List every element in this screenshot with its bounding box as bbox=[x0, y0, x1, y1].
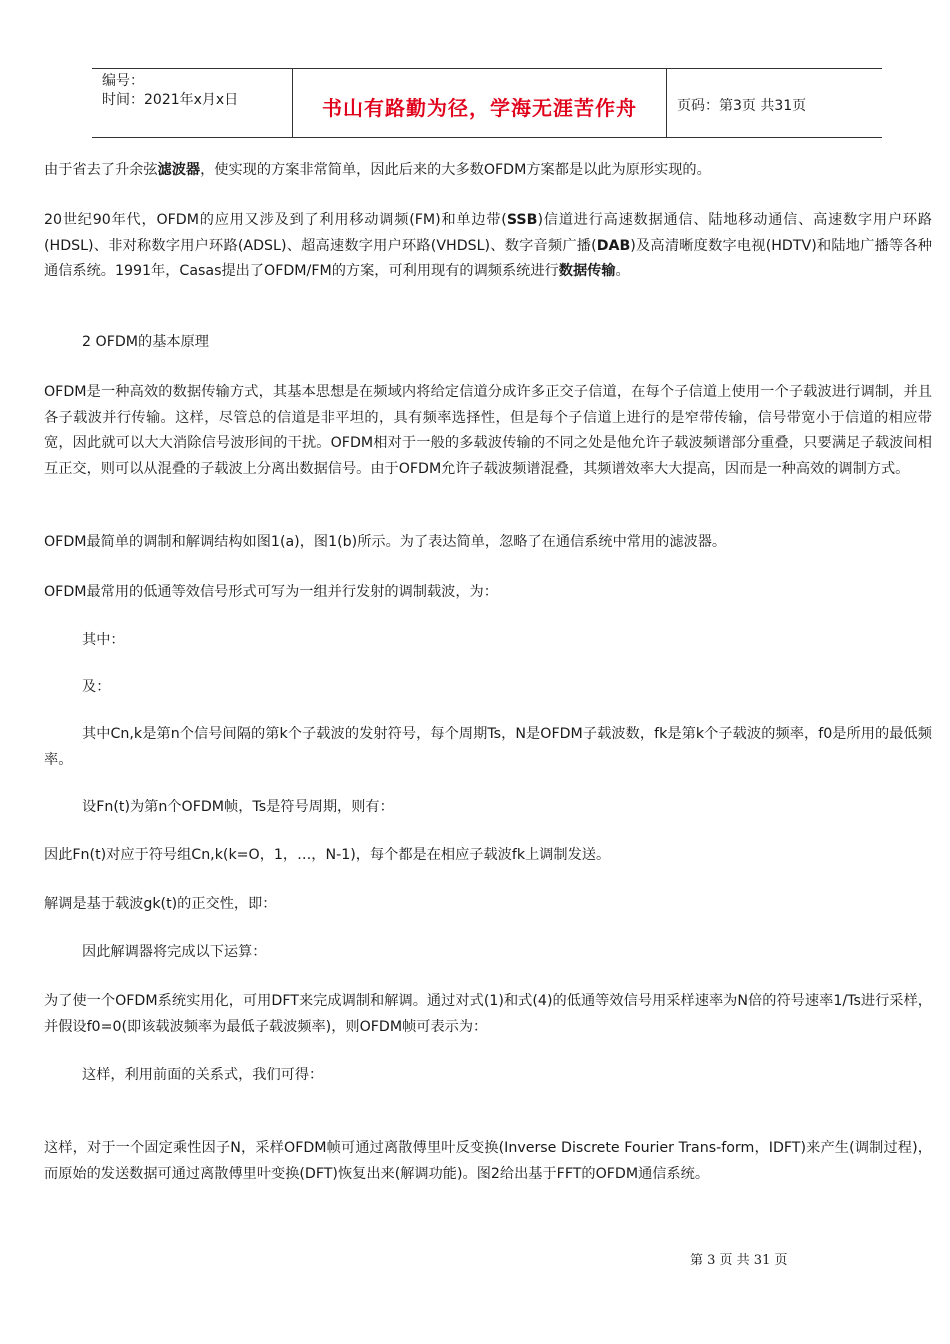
document-time-label: 时间：2021年x月x日 bbox=[102, 92, 239, 108]
paragraph-15: 这样，利用前面的关系式，我们可得： bbox=[82, 1067, 324, 1083]
paragraph-8: 及： bbox=[82, 679, 111, 695]
section-heading: 2 OFDM的基本原理 bbox=[82, 334, 209, 350]
header-page-code: 页码：第3页 共31页 bbox=[677, 98, 807, 114]
paragraph-7: 其中： bbox=[82, 632, 125, 648]
paragraph-11: 因此Fn(t)对应于符号组Cn,k(k=O，1，…，N-1)，每个都是在相应子载波fk上调制发送。 bbox=[44, 847, 611, 863]
document-number-label: 编号： bbox=[102, 73, 144, 89]
header-motto-cell bbox=[293, 69, 667, 137]
paragraph-text: 。 bbox=[615, 263, 630, 279]
paragraph-12: 解调是基于载波gk(t)的正交性，即： bbox=[44, 896, 277, 912]
paragraph-text: )信道进行高速数据通信、陆地移动通信、高速数字用户环路(HDSL)、非对称数字用户环路(ADSL)、超高速数字用户环路(VHDSL)、数字音频广播( bbox=[44, 212, 932, 254]
paragraph-13: 因此解调器将完成以下运算： bbox=[82, 944, 267, 960]
paragraph-1 bbox=[44, 158, 932, 184]
header-info-cell bbox=[92, 69, 293, 137]
motto-text: 书山有路勤为径，学海无涯苦作舟 bbox=[322, 96, 637, 120]
bold-keyword: 滤波器 bbox=[157, 162, 201, 178]
paragraph-5: OFDM最简单的调制和解调结构如图1(a)，图1(b)所示。为了表达简单，忽略了在通信系统中常用的滤波器。 bbox=[44, 534, 727, 550]
bold-keyword: 数据传输 bbox=[558, 263, 616, 279]
paragraph-text: 由于省去了升余弦 bbox=[44, 162, 158, 178]
paragraph-4: OFDM是一种高效的数据传输方式，其基本思想是在频域内将给定信道分成许多正交子信道，在每个子信道上使用一个子载波进行调制，并且各子载波并行传输。这样，尽管总的信道是非平坦的，具有频率选择性，但是每个子信道上进行的是窄带传输，信号带宽小于信道的相应带宽，因此就可以大大消除信号波形间的干扰。OFDM相对于一般的多载波传输的不同之处是他允许子载波频谱部分重叠，只要满足子载波间相互正交，则可以从混叠的子载波上分离出数据信号。由于OFDM允许子载波频谱混叠，其频谱效率大大提高，因而是一种高效的调制方式。 bbox=[44, 384, 932, 477]
page-footer: 第 3 页 共 31 页 bbox=[690, 1253, 788, 1268]
paragraph-6: OFDM最常用的低通等效信号形式可写为一组并行发射的调制载波，为： bbox=[44, 584, 498, 600]
bold-keyword: DAB bbox=[596, 237, 631, 254]
paragraph-text: ，使实现的方案非常简单，因此后来的大多数OFDM方案都是以此为原形实现的。 bbox=[200, 162, 711, 178]
paragraph-text: )及高清晰度数字电视(HDTV)和陆地广播等各种通信系统。1991年，Casas提出了OFDM/FM的方案，可利用现有的调频系统进行 bbox=[44, 237, 932, 279]
page-header bbox=[92, 68, 882, 138]
paragraph-text: 20世纪90年代，OFDM的应用又涉及到了利用移动调频(FM)和单边带( bbox=[44, 212, 507, 228]
paragraph-16: 这样，对于一个固定乘性因子N，采样OFDM帧可通过离散傅里叶反变换(Inverse Discrete Fourier Trans-form，IDFT)来产生(调制过程)，而原始的发送数据可通过离散傅里叶变换(DFT)恢复出来(解调功能)。图2给出基于FFT的OFDM通信系统。 bbox=[44, 1140, 932, 1182]
paragraph-14: 为了使一个OFDM系统实用化，可用DFT来完成调制和解调。通过对式(1)和式(4)的低通等效信号用采样速率为N倍的符号速率1/Ts进行采样，并假设f0=0(即该载波频率为最低子载波频率)，则OFDM帧可表示为： bbox=[44, 993, 932, 1035]
header-page-cell bbox=[667, 69, 882, 137]
bold-keyword: SSB bbox=[506, 212, 538, 228]
paragraph-2 bbox=[44, 208, 932, 285]
paragraph-9: 其中Cn,k是第n个信号间隔的第k个子载波的发射符号，每个周期Ts，N是OFDM子载波数，fk是第k个子载波的频率，f0是所用的最低频率。 bbox=[44, 726, 932, 768]
paragraph-10: 设Fn(t)为第n个OFDM帧，Ts是符号周期，则有： bbox=[82, 799, 394, 815]
